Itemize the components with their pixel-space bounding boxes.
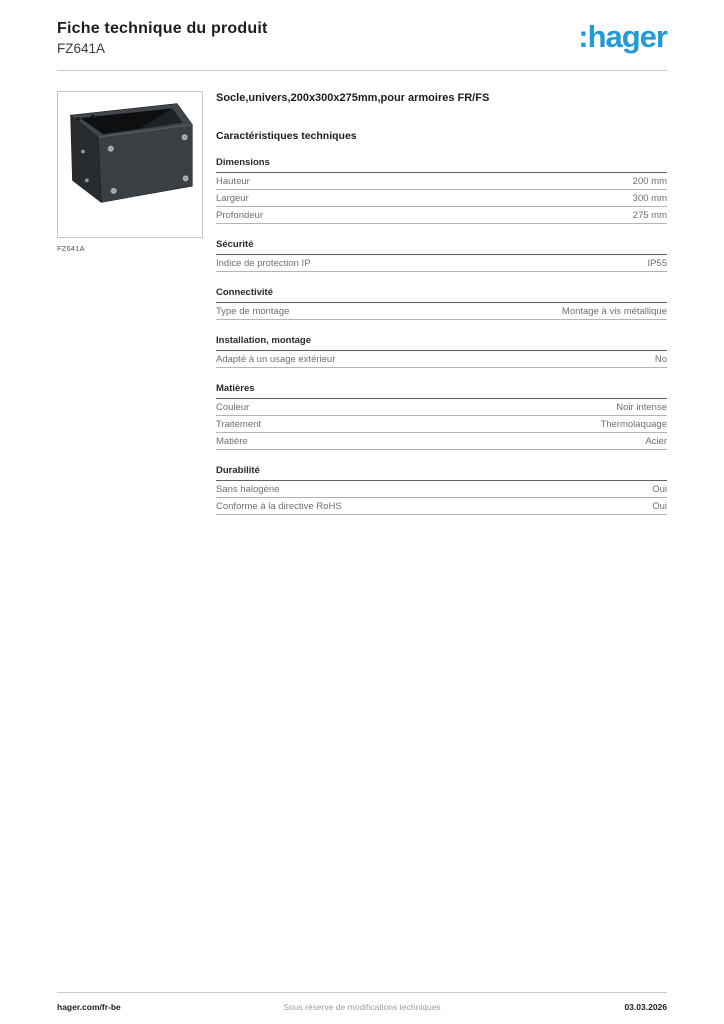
- spec-row: [216, 255, 667, 272]
- spec-section: [216, 335, 667, 368]
- product-image-caption: FZ641A: [57, 244, 85, 253]
- header: [57, 20, 667, 56]
- spec-value: No: [654, 354, 667, 365]
- spec-value: Acier: [645, 436, 667, 447]
- spec-row: [216, 481, 667, 498]
- spec-value: Thermolaquage: [600, 419, 667, 430]
- spec-value: 275 mm: [632, 210, 667, 221]
- spec-section: [216, 287, 667, 320]
- spec-row: [216, 207, 667, 224]
- plinth-3d-render-image: [60, 94, 200, 235]
- page-title: Fiche technique du produit: [57, 20, 268, 37]
- spec-value: 200 mm: [632, 176, 667, 187]
- spec-value: IP55: [647, 258, 667, 269]
- spec-row: [216, 399, 667, 416]
- spec-value: Oui: [652, 501, 667, 512]
- spec-label: Couleur: [216, 402, 250, 413]
- spec-label: Hauteur: [216, 176, 250, 187]
- product-code: FZ641A: [57, 41, 106, 56]
- spec-row: [216, 433, 667, 450]
- spec-section: [216, 239, 667, 272]
- spec-value: Montage à vis métallique: [561, 306, 667, 317]
- header-titles: [57, 20, 268, 56]
- spec-value: Noir intense: [616, 402, 667, 413]
- product-image: [57, 91, 203, 238]
- spec-row: [216, 173, 667, 190]
- spec-row: [216, 303, 667, 320]
- footer-row: [57, 1002, 667, 1012]
- spec-value: 300 mm: [632, 193, 667, 204]
- product-image-column: [57, 91, 203, 515]
- footer-disclaimer: Sous réserve de modifications techniques: [283, 1002, 441, 1012]
- spec-section-heading: Matières: [216, 383, 667, 399]
- footer-divider: [57, 992, 667, 993]
- spec-section: [216, 157, 667, 224]
- spec-label: Traitement: [216, 419, 262, 430]
- spec-label: Indice de protection IP: [216, 258, 311, 269]
- footer-url: hager.com/fr-be: [57, 1002, 121, 1012]
- hager-logo: :hager: [578, 19, 667, 54]
- spec-section-heading: Connectivité: [216, 287, 667, 303]
- spec-label: Matière: [216, 436, 248, 447]
- spec-label: Sans halogène: [216, 484, 280, 495]
- spec-section: [216, 383, 667, 450]
- characteristics-title: Caractéristiques techniques: [216, 130, 357, 142]
- spec-label: Profondeur: [216, 210, 264, 221]
- spec-column: [216, 91, 667, 515]
- spec-label: Conforme à la directive RoHS: [216, 501, 342, 512]
- spec-sections: [216, 157, 667, 515]
- footer-date: 03.03.2026: [624, 1002, 667, 1012]
- product-title: Socle,univers,200x300x275mm,pour armoires FR/FS: [216, 92, 490, 104]
- spec-value: Oui: [652, 484, 667, 495]
- spec-row: [216, 498, 667, 515]
- spec-section-heading: Sécurité: [216, 239, 667, 255]
- spec-label: Adapté à un usage extérieur: [216, 354, 336, 365]
- spec-label: Largeur: [216, 193, 249, 204]
- spec-row: [216, 416, 667, 433]
- spec-section-heading: Installation, montage: [216, 335, 667, 351]
- spec-label: Type de montage: [216, 306, 290, 317]
- spec-section-heading: Dimensions: [216, 157, 667, 173]
- spec-row: [216, 190, 667, 207]
- spec-section-heading: Durabilité: [216, 465, 667, 481]
- main-content: [57, 91, 667, 515]
- header-divider: [57, 70, 667, 71]
- spec-row: [216, 351, 667, 368]
- footer: [57, 992, 667, 1012]
- spec-section: [216, 465, 667, 515]
